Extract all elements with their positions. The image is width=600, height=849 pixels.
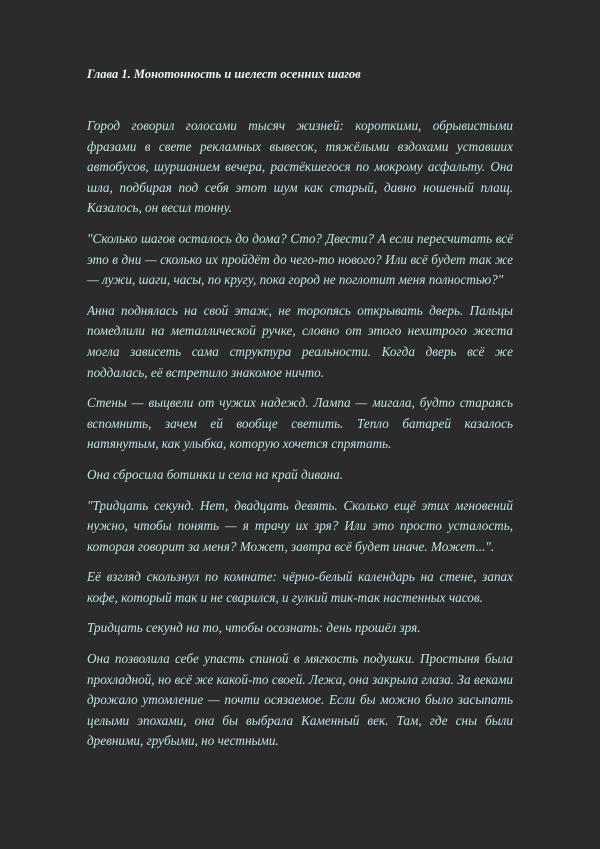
paragraph: "Сколько шагов осталось до дома? Сто? Двести? А если пересчитать всё это в дни — сколько их пройдёт до чего-то нового? Или всё будет так же — лужи, шаги, часы, по кругу, пока город не поглотит меня полностью?" xyxy=(87,230,513,288)
paragraph: Анна поднялась на свой этаж, не торопясь открывать дверь. Пальцы помедлили на металлической ручке, словно от этого нехитрого жеста могла зависеть сама структура реальности. Когда дверь всё же поддалась, её встретило знакомое ничто. xyxy=(87,302,513,380)
paragraph: Тридцать секунд на то, чтобы осознать: день прошёл зря. xyxy=(87,620,421,636)
paragraph: Её взгляд скользнул по комнате: чёрно-белый календарь на стене, запах кофе, который так и не сварился, и гулкий тик-так настенных часов. xyxy=(87,569,513,605)
paragraph: Она сбросила ботинки и села на край дивана. xyxy=(87,466,343,482)
paragraph: Стены — выцвели от чужих надежд. Лампа — мигала, будто стараясь вспомнить, зачем ей вообще светить. Тепло батарей казалось натянутым, как улыбка, которую хочется спрятать. xyxy=(87,395,513,452)
paragraph: "Тридцать секунд. Нет, двадцать девять. Сколько ещё этих мгновений нужно, чтобы понять — я трачу их зря? Или это просто усталость, которая говорит за меня? Может, завтра всё будет иначе. Может...". xyxy=(87,497,513,554)
paragraph: Она позволила себе упасть спиной в мягкость подушки. Простыня была прохладной, но всё же какой-то своей. Лежа, она закрыла глаза. За веками дрожало утомление — почти осязаемое. Если бы можно было засыпать целыми эпохами, она бы выбрала Каменный век. Там, где сны были древними, грубыми, но честными. xyxy=(87,651,513,749)
paragraph: Город говорил голосами тысяч жизней: короткими, обрывистыми фразами в свете рекламных вывесок, тяжёлыми вздохами уставших автобусов, шуршанием вечера, растёкшегося по мокрому асфальту. Она шла, подбирая под себя этот шум как старый, давно ношеный плащ. Казалось, он весил тонну. xyxy=(87,118,513,216)
chapter-title: Глава 1. Монотонность и шелест осенних шагов xyxy=(87,67,361,81)
